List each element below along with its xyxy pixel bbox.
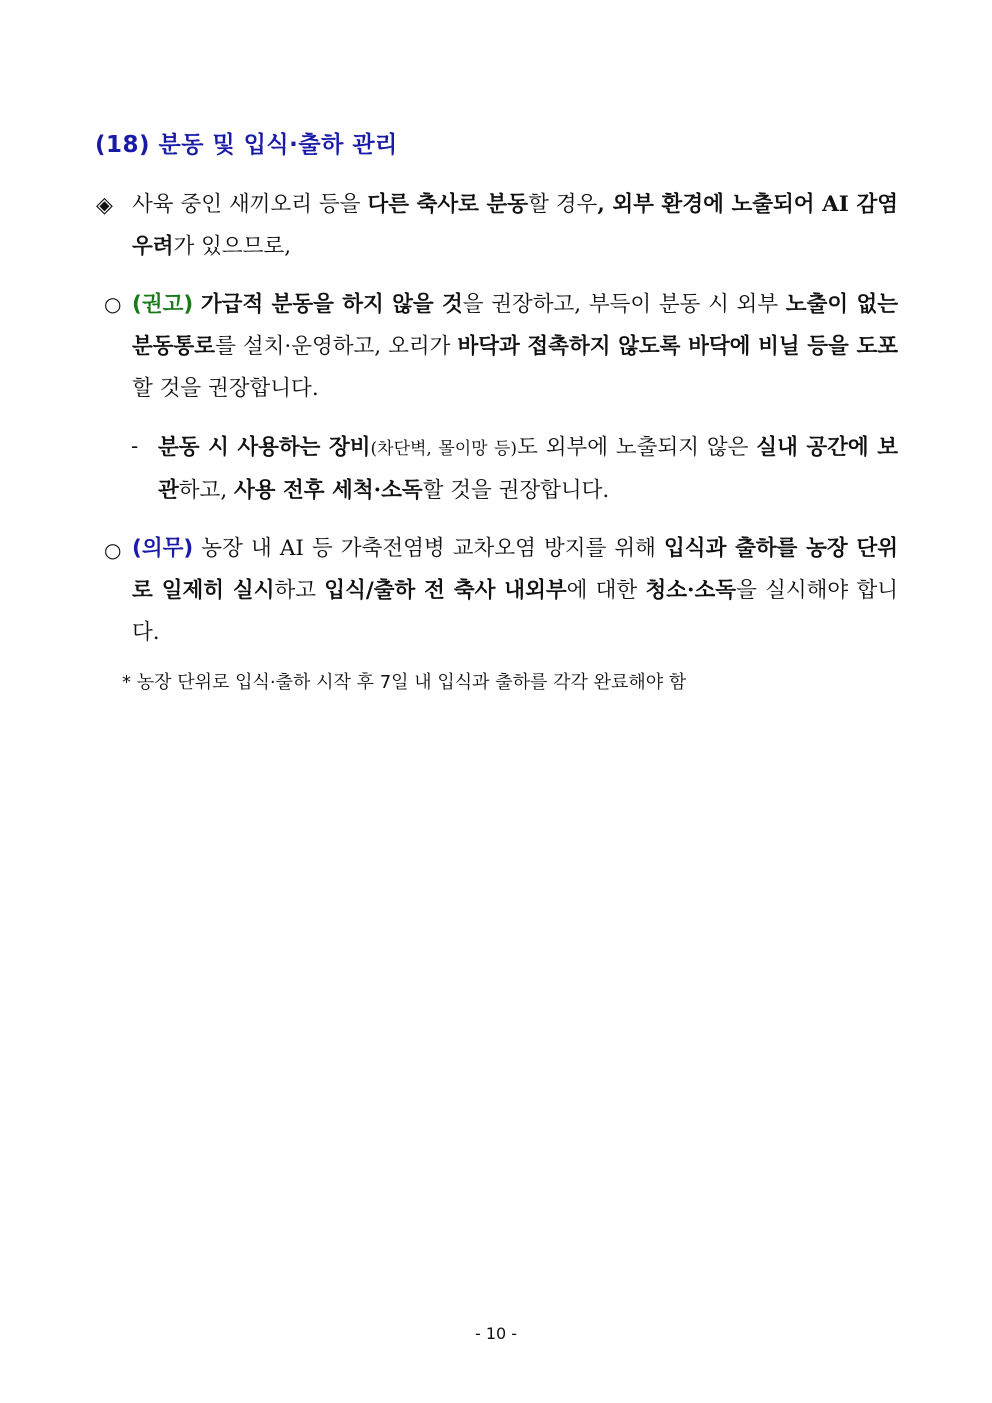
page-number: - 10 - (474, 1324, 518, 1343)
obligation-tag: (의무) (132, 536, 194, 561)
dash-bullet-icon: - (131, 434, 139, 458)
equipment-paragraph: 분동 시 사용하는 장비(차단벽, 몰이망 등)도 외부에 노출되지 않은 실내 공간에 보관하고, 사용 전후 세척·소독할 것을 권장합니다. (158, 435, 898, 503)
recommendation-tag: (권고) (132, 292, 194, 317)
circle-bullet-icon: ○ (104, 538, 122, 562)
diamond-bullet-icon: ◈ (96, 193, 113, 218)
intro-paragraph: 사육 중인 새끼오리 등을 다른 축사로 분동할 경우, 외부 환경에 노출되어 AI 감염 우려가 있으므로, (132, 192, 898, 259)
footnote: * 농장 단위로 입식·출하 시작 후 7일 내 입식과 출하를 각각 완료해야 함 (122, 672, 687, 693)
obligation-paragraph: (의무) 농장 내 AI 등 가축전염병 교차오염 방지를 위해 입식과 출하를 농장 단위로 일제히 실시하고 입식/출하 전 축사 내외부에 대한 청소·소독을 실시해야 합니다. (132, 536, 898, 645)
circle-bullet-icon: ○ (104, 292, 122, 316)
recommendation-paragraph: (권고) 가급적 분동을 하지 않을 것을 권장하고, 부득이 분동 시 외부 노출이 없는 분동통로를 설치·운영하고, 오리가 바닥과 접촉하지 않도록 바닥에 비닐 등을 도포할 것을 권장합니다. (132, 292, 898, 401)
section-heading: (18) 분동 및 입식·출하 관리 (95, 132, 398, 158)
